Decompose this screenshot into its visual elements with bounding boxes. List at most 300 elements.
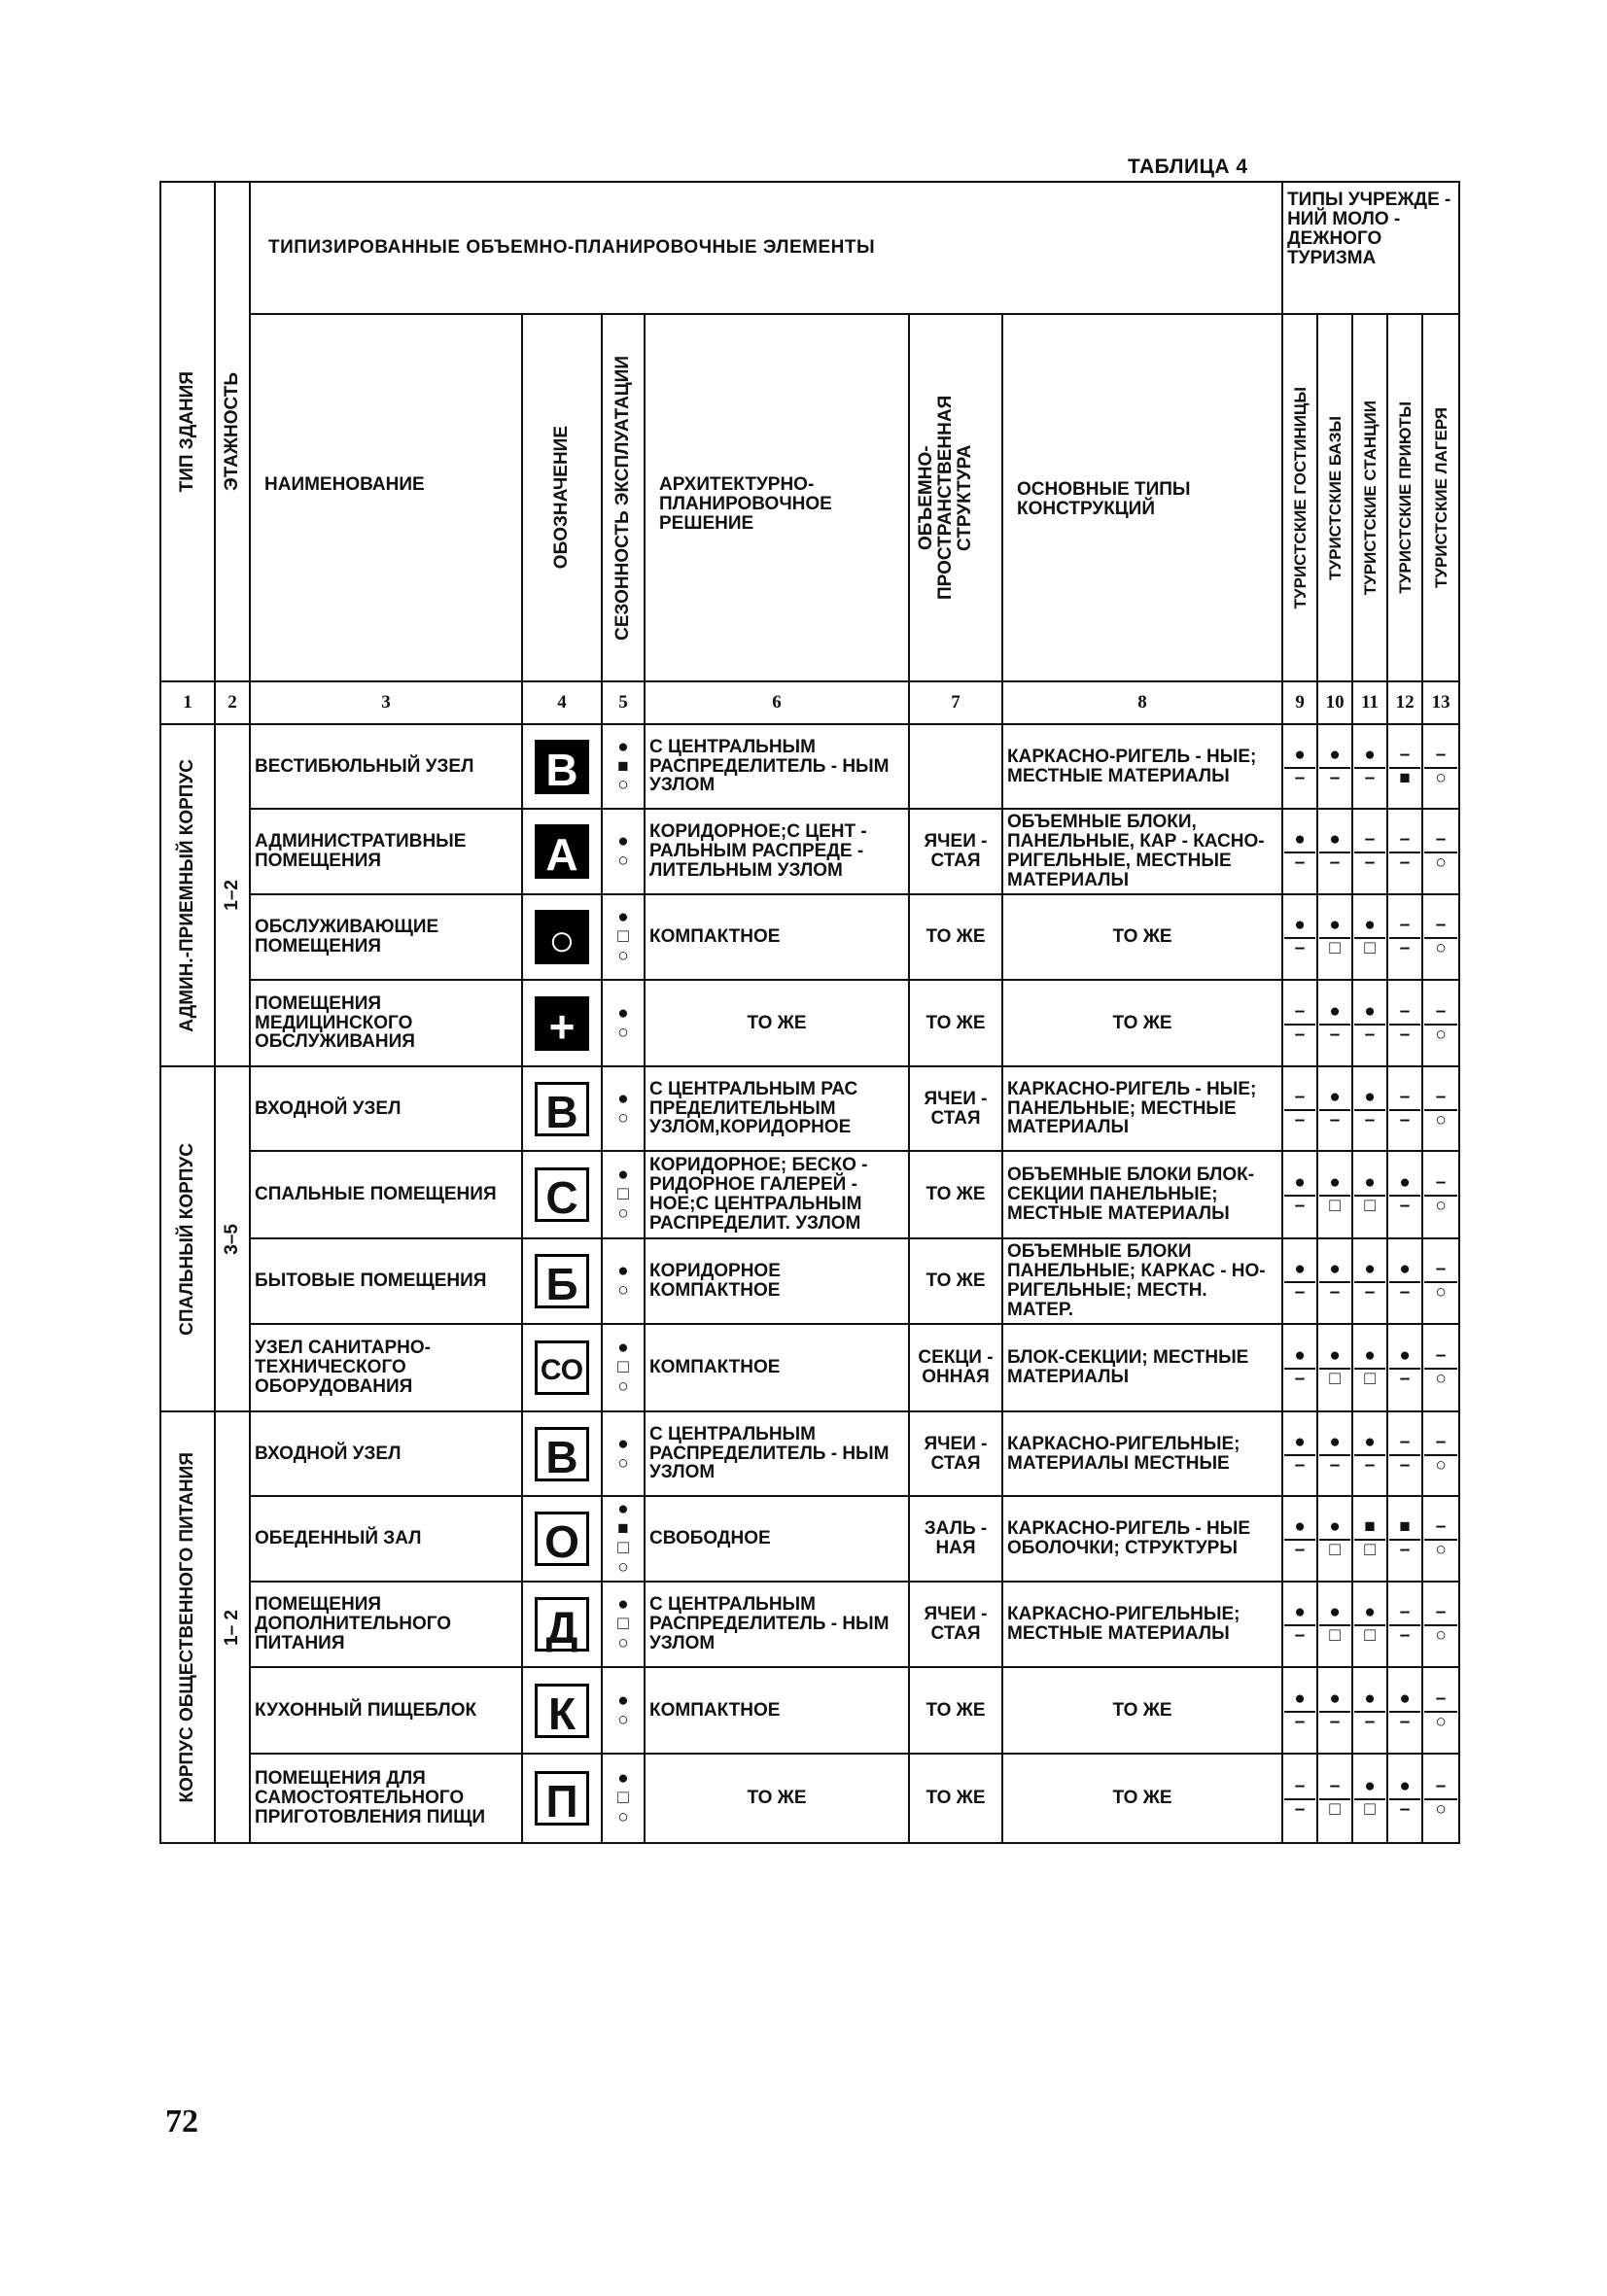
type-mark-cell [1387,809,1422,894]
season-mark: ● [617,1165,629,1186]
construction-types: ТО ЖЕ [1002,1667,1282,1754]
header-type-hotels: ТУРИСТСКИЕ ГОСТИНИЦЫ [1282,314,1317,681]
type-mark-cell [1352,1754,1387,1843]
type-mark-cell [1282,1066,1317,1151]
type-mark-bottom: – [1329,852,1341,873]
element-name: ПОМЕЩЕНИЯ МЕДИЦИНСКОГО ОБСЛУЖИВАНИЯ [250,980,522,1066]
type-mark-bottom: – [1294,852,1306,873]
type-mark-top: – [1424,1603,1457,1626]
header-building-type: ТИП ЗДАНИЯ [160,182,215,681]
construction-types: ТО ЖЕ [1002,980,1282,1066]
header-type-shelters: ТУРИСТСКИЕ ПРИЮТЫ [1387,314,1422,681]
season-mark: ● [617,1768,629,1790]
season-cell [602,1066,645,1151]
building-type-label: КОРПУС ОБЩЕСТВЕННОГО ПИТАНИЯ [177,1451,198,1803]
header-row-columns [160,314,1459,681]
type-mark-cell [1387,894,1422,980]
type-mark-cell [1352,1411,1387,1496]
type-mark-top: ● [1389,1777,1420,1800]
floors-cell [215,724,250,1066]
building-type-cell [160,724,215,1066]
type-mark-cell [1282,1496,1317,1582]
type-mark-top: ● [1319,1603,1350,1626]
type-mark-cell [1352,1066,1387,1151]
table-row [160,1151,1459,1238]
building-type-cell [160,1411,215,1843]
season-cell [602,894,645,980]
type-mark-bottom: ○ [1435,852,1447,873]
season-mark: ● [617,1499,629,1520]
type-mark-cell [1352,980,1387,1066]
table-row [160,894,1459,980]
type-mark-bottom: – [1399,1109,1411,1131]
season-mark: ● [617,831,629,852]
type-mark-bottom: – [1329,1282,1341,1303]
column-numbers-row [160,681,1459,724]
type-mark-bottom: – [1364,767,1376,788]
arch-solution: КОМПАКТНОЕ [645,894,909,980]
type-mark-bottom: ○ [1435,1799,1447,1820]
type-mark-bottom: – [1399,938,1411,958]
spatial-structure: ТО ЖЕ [909,1667,1002,1754]
type-mark-cell [1387,1151,1422,1238]
element-name: ВХОДНОЙ УЗЕЛ [250,1411,522,1496]
type-mark-cell [1317,1151,1352,1238]
spatial-structure: ЯЧЕИ - СТАЯ [909,1066,1002,1151]
admin-symbol-icon: А [535,824,589,879]
type-mark-top: ● [1319,1173,1350,1197]
arch-solution: КОРИДОРНОЕ КОМПАКТНОЕ [645,1238,909,1324]
spatial-structure: ТО ЖЕ [909,1754,1002,1843]
type-mark-top: – [1424,746,1457,769]
season-mark: ● [617,1088,629,1109]
element-name: ВЕСТИБЮЛЬНЫЙ УЗЕЛ [250,724,522,809]
extra-food-symbol-icon: Д [535,1597,589,1652]
type-mark-top: ● [1354,1260,1385,1283]
season-mark: ○ [617,1107,629,1129]
type-mark-bottom: – [1399,852,1411,873]
season-cell [602,1582,645,1667]
arch-solution: КОРИДОРНОЕ; БЕСКО - РИДОРНОЕ ГАЛЕРЕЙ - НОЕ;С ЦЕНТРАЛЬНЫМ РАСПРЕДЕЛИТ. УЗЛОМ [645,1151,909,1238]
kitchen-symbol-icon: К [535,1684,589,1738]
type-mark-bottom: ■ [1399,767,1411,788]
table-row [160,724,1459,809]
arch-solution: С ЦЕНТРАЛЬНЫМ РАСПРЕДЕЛИТЕЛЬ - НЫМ УЗЛОМ [645,1411,909,1496]
type-mark-cell [1317,1667,1352,1754]
type-mark-top: ● [1319,1088,1350,1111]
type-mark-bottom: – [1294,1711,1306,1732]
header-arch: АРХИТЕКТУРНО-ПЛАНИРОВОЧНОЕ РЕШЕНИЕ [645,314,909,681]
type-mark-cell [1387,1496,1422,1582]
element-name: БЫТОВЫЕ ПОМЕЩЕНИЯ [250,1238,522,1324]
type-mark-top: ● [1354,746,1385,769]
type-mark-top: ● [1319,1517,1350,1541]
type-mark-cell [1422,1411,1459,1496]
type-mark-top: – [1389,1433,1420,1456]
type-mark-cell [1282,1324,1317,1411]
construction-types: КАРКАСНО-РИГЕЛЬНЫЕ; МЕСТНЫЕ МАТЕРИАЛЫ [1002,1582,1282,1667]
spatial-structure: СЕКЦИ - ОННАЯ [909,1324,1002,1411]
construction-types: БЛОК-СЕКЦИИ; МЕСТНЫЕ МАТЕРИАЛЫ [1002,1324,1282,1411]
type-mark-cell [1422,1754,1459,1843]
season-mark: □ [617,1614,629,1635]
season-mark: ○ [617,1556,629,1578]
type-mark-bottom: ○ [1435,1109,1447,1131]
element-name: КУХОННЫЙ ПИЩЕБЛОК [250,1667,522,1754]
type-mark-cell [1282,1151,1317,1238]
type-mark-bottom: – [1364,1711,1376,1732]
type-mark-bottom: – [1294,1282,1306,1303]
season-mark: □ [617,1788,629,1809]
season-mark: □ [617,926,629,948]
season-mark: ● [617,1261,629,1282]
type-mark-cell [1422,1496,1459,1582]
construction-types: ТО ЖЕ [1002,1754,1282,1843]
type-mark-top: – [1424,1777,1457,1800]
type-mark-top: – [1354,830,1385,853]
table-row [160,1411,1459,1496]
type-mark-top: ● [1354,1777,1385,1800]
arch-solution: С ЦЕНТРАЛЬНЫМ РАСПРЕДЕЛИТЕЛЬ - НЫМ УЗЛОМ [645,724,909,809]
type-mark-top: ● [1284,1173,1315,1197]
service-symbol-icon: ○ [535,910,589,964]
header-row-top [160,182,1459,314]
floors-label: 1– 2 [222,1609,243,1646]
type-mark-top: ● [1319,1433,1350,1456]
type-mark-bottom: – [1364,1282,1376,1303]
symbol-cell [522,894,602,980]
construction-types: КАРКАСНО-РИГЕЛЬ - НЫЕ; ПАНЕЛЬНЫЕ; МЕСТНЫЕ МАТЕРИАЛЫ [1002,1066,1282,1151]
type-mark-cell [1317,1066,1352,1151]
type-mark-top: – [1284,1002,1315,1026]
element-name: ВХОДНОЙ УЗЕЛ [250,1066,522,1151]
type-mark-cell [1387,1066,1422,1151]
type-mark-cell [1352,809,1387,894]
type-mark-cell [1317,1496,1352,1582]
arch-solution: ТО ЖЕ [645,1754,909,1843]
type-mark-cell [1352,724,1387,809]
type-mark-top: – [1424,1173,1457,1197]
type-mark-cell [1352,1238,1387,1324]
season-mark: ○ [617,851,629,871]
season-mark: ● [617,1002,629,1024]
type-mark-top: ● [1319,1260,1350,1283]
type-mark-cell [1352,1582,1387,1667]
type-mark-bottom: ○ [1435,1196,1447,1216]
type-mark-bottom: □ [1329,1799,1341,1820]
season-cell [602,1496,645,1582]
season-cell [602,1324,645,1411]
table-row [160,980,1459,1066]
season-mark: ■ [617,755,629,777]
element-name: СПАЛЬНЫЕ ПОМЕЩЕНИЯ [250,1151,522,1238]
construction-types: КАРКАСНО-РИГЕЛЬ - НЫЕ; МЕСТНЫЕ МАТЕРИАЛЫ [1002,724,1282,809]
table-caption: ТАБЛИЦА 4 [1128,156,1248,178]
type-mark-top: – [1424,1433,1457,1456]
season-mark: ● [617,1433,629,1454]
symbol-cell [522,809,602,894]
column-number: 3 [250,681,522,724]
type-mark-top: ● [1284,1517,1315,1541]
type-mark-bottom: – [1294,938,1306,958]
type-mark-top: ● [1319,1002,1350,1026]
type-mark-cell [1317,1754,1352,1843]
column-number: 8 [1002,681,1282,724]
building-type-label: АДМИН.-ПРИЕМНЫЙ КОРПУС [177,758,198,1032]
type-mark-cell [1282,1582,1317,1667]
element-name: ПОМЕЩЕНИЯ ДОПОЛНИТЕЛЬНОГО ПИТАНИЯ [250,1582,522,1667]
self-cooking-symbol-icon: П [535,1771,589,1826]
symbol-cell [522,724,602,809]
type-mark-bottom: – [1329,1024,1341,1045]
header-type-stations: ТУРИСТСКИЕ СТАНЦИИ [1352,314,1387,681]
floors-label: 3–5 [222,1223,243,1255]
type-mark-bottom: ○ [1435,1282,1447,1303]
type-mark-top: ● [1284,1346,1315,1370]
type-mark-bottom: □ [1364,1369,1376,1389]
type-mark-cell [1387,1238,1422,1324]
type-mark-top: ● [1354,1002,1385,1026]
type-mark-cell [1387,1411,1422,1496]
season-mark: ● [617,736,629,757]
type-mark-top: – [1424,1088,1457,1111]
type-mark-top: ● [1389,1689,1420,1713]
type-mark-bottom: ○ [1435,1369,1447,1389]
season-cell [602,980,645,1066]
season-cell [602,724,645,809]
type-mark-cell [1387,1667,1422,1754]
type-mark-bottom: – [1364,852,1376,873]
construction-types: КАРКАСНО-РИГЕЛЬНЫЕ; МАТЕРИАЛЫ МЕСТНЫЕ [1002,1411,1282,1496]
season-mark: ● [617,907,629,928]
type-mark-top: ● [1284,830,1315,853]
type-mark-cell [1282,809,1317,894]
type-mark-cell [1282,1238,1317,1324]
type-mark-cell [1387,1324,1422,1411]
type-mark-top: – [1389,746,1420,769]
type-mark-bottom: – [1294,1109,1306,1131]
type-mark-cell [1422,1582,1459,1667]
header-type-camps: ТУРИСТСКИЕ ЛАГЕРЯ [1422,314,1459,681]
type-mark-bottom: – [1399,1282,1411,1303]
vestibule-symbol-icon: В [535,740,589,794]
type-mark-top: – [1424,830,1457,853]
building-type-cell [160,1066,215,1411]
element-name: ОБСЛУЖИВАЮЩИЕ ПОМЕЩЕНИЯ [250,894,522,980]
column-number: 4 [522,681,602,724]
spatial-structure [909,724,1002,809]
season-cell [602,1151,645,1238]
type-mark-top: ● [1354,1346,1385,1370]
type-mark-top: ● [1354,1173,1385,1197]
season-mark: ■ [617,1518,629,1540]
type-mark-cell [1352,1151,1387,1238]
type-mark-top: – [1424,1689,1457,1713]
type-mark-cell [1352,1496,1387,1582]
floors-cell [215,1411,250,1843]
type-mark-bottom: – [1399,1711,1411,1732]
column-number: 2 [215,681,250,724]
spatial-structure: ЗАЛЬ - НАЯ [909,1496,1002,1582]
type-mark-top: – [1389,1002,1420,1026]
symbol-cell [522,1151,602,1238]
type-mark-cell [1352,894,1387,980]
type-mark-cell [1317,724,1352,809]
type-mark-cell [1317,980,1352,1066]
type-mark-bottom: – [1364,1454,1376,1476]
type-mark-top: ● [1354,916,1385,939]
arch-solution: КОМПАКТНОЕ [645,1324,909,1411]
type-mark-cell [1387,1754,1422,1843]
type-mark-cell [1422,980,1459,1066]
type-mark-top: – [1389,830,1420,853]
type-mark-bottom: □ [1364,1625,1376,1646]
season-mark: ○ [617,775,629,796]
type-mark-bottom: – [1294,1196,1306,1216]
season-cell [602,1754,645,1843]
type-mark-top: – [1319,1777,1350,1800]
entrance-dining-symbol-icon: В [535,1427,589,1481]
type-mark-bottom: □ [1329,1625,1341,1646]
spatial-structure: ЯЧЕИ - СТАЯ [909,1582,1002,1667]
type-mark-cell [1317,1411,1352,1496]
header-name: НАИМЕНОВАНИЕ [250,314,522,681]
type-mark-top: ● [1319,746,1350,769]
floors-cell [215,1066,250,1411]
type-mark-bottom: – [1364,1024,1376,1045]
type-mark-bottom: □ [1364,1540,1376,1560]
type-mark-cell [1282,724,1317,809]
type-mark-bottom: – [1399,1369,1411,1389]
type-mark-top: ● [1389,1260,1420,1283]
arch-solution: ТО ЖЕ [645,980,909,1066]
type-mark-top: ● [1284,1689,1315,1713]
type-mark-top: ● [1354,1433,1385,1456]
header-type-bases: ТУРИСТСКИЕ БАЗЫ [1317,314,1352,681]
type-mark-cell [1352,1324,1387,1411]
type-mark-top: – [1284,1088,1315,1111]
season-mark: ○ [617,1452,629,1474]
type-mark-top: ● [1389,1173,1420,1197]
building-type-label: СПАЛЬНЫЙ КОРПУС [177,1142,198,1336]
spatial-structure: ТО ЖЕ [909,980,1002,1066]
type-mark-cell [1282,1754,1317,1843]
type-mark-bottom: – [1364,1109,1376,1131]
table-row [160,1324,1459,1411]
arch-solution: СВОБОДНОЕ [645,1496,909,1582]
symbol-cell [522,1324,602,1411]
season-cell [602,1667,645,1754]
type-mark-bottom: □ [1364,1196,1376,1216]
page-number: 72 [165,2104,198,2139]
type-mark-cell [1422,1066,1459,1151]
construction-types: ТО ЖЕ [1002,894,1282,980]
type-mark-bottom: – [1329,767,1341,788]
type-mark-bottom: – [1294,767,1306,788]
type-mark-top: ■ [1389,1517,1420,1541]
type-mark-bottom: – [1329,1454,1341,1476]
type-mark-bottom: □ [1329,1196,1341,1216]
season-cell [602,1238,645,1324]
household-symbol-icon: Б [535,1254,589,1308]
type-mark-top: ● [1284,746,1315,769]
type-mark-bottom: □ [1329,938,1341,958]
type-mark-bottom: – [1294,1799,1306,1820]
table-row [160,1066,1459,1151]
type-mark-cell [1422,1667,1459,1754]
type-mark-top: ● [1354,1689,1385,1713]
column-number: 1 [160,681,215,724]
type-mark-cell [1387,1582,1422,1667]
type-mark-bottom: – [1399,1540,1411,1560]
spatial-structure: ТО ЖЕ [909,1151,1002,1238]
table-row [160,1582,1459,1667]
header-group-title: ТИПИЗИРОВАННЫЕ ОБЪЕМНО-ПЛАНИРОВОЧНЫЕ ЭЛЕМЕНТЫ [250,182,1282,314]
type-mark-top: ● [1284,1260,1315,1283]
spatial-structure: ЯЧЕИ - СТАЯ [909,809,1002,894]
type-mark-top: ● [1284,1603,1315,1626]
type-mark-top: – [1424,916,1457,939]
type-mark-cell [1317,1324,1352,1411]
table-row [160,1496,1459,1582]
season-cell [602,1411,645,1496]
type-mark-cell [1317,894,1352,980]
type-mark-bottom: ○ [1435,1711,1447,1732]
table-row [160,809,1459,894]
construction-types: ОБЪЕМНЫЕ БЛОКИ, ПАНЕЛЬНЫЕ, КАР - КАСНО-РИГЕЛЬНЫЕ, МЕСТНЫЕ МАТЕРИАЛЫ [1002,809,1282,894]
symbol-cell [522,1754,602,1843]
symbol-cell [522,1066,602,1151]
header-types-group: ТИПЫ УЧРЕЖДЕ - НИЙ МОЛО - ДЕЖНОГО ТУРИЗМА [1282,182,1459,314]
arch-solution: С ЦЕНТРАЛЬНЫМ РАС ПРЕДЕЛИТЕЛЬНЫМ УЗЛОМ,КОРИДОРНОЕ [645,1066,909,1151]
type-mark-cell [1282,1411,1317,1496]
construction-types: КАРКАСНО-РИГЕЛЬ - НЫЕ ОБОЛОЧКИ; СТРУКТУРЫ [1002,1496,1282,1582]
type-mark-bottom: – [1294,1540,1306,1560]
type-mark-bottom: ○ [1435,1625,1447,1646]
header-construction: ОСНОВНЫЕ ТИПЫ КОНСТРУКЦИЙ [1002,314,1282,681]
type-mark-bottom: – [1399,1799,1411,1820]
type-mark-bottom: ○ [1435,767,1447,788]
type-mark-cell [1422,724,1459,809]
type-mark-top: ● [1319,916,1350,939]
type-mark-cell [1282,980,1317,1066]
type-mark-top: ● [1284,916,1315,939]
type-mark-bottom: □ [1364,1799,1376,1820]
season-mark: ○ [617,1022,629,1043]
type-mark-cell [1422,1151,1459,1238]
sleeping-symbol-icon: С [535,1167,589,1222]
column-number: 7 [909,681,1002,724]
symbol-cell [522,1582,602,1667]
floors-label: 1–2 [222,880,243,911]
type-mark-top: ● [1354,1088,1385,1111]
type-mark-top: – [1389,916,1420,939]
season-mark: ○ [617,1806,629,1827]
header-spatial: ОБЪЕМНО-ПРОСТРАНСТВЕННАЯ СТРУКТУРА [909,314,1002,681]
element-name: ПОМЕЩЕНИЯ ДЛЯ САМОСТОЯТЕЛЬНОГО ПРИГОТОВЛЕНИЯ ПИЩИ [250,1754,522,1843]
table-row [160,1754,1459,1843]
column-number: 10 [1317,681,1352,724]
arch-solution: КОМПАКТНОЕ [645,1667,909,1754]
typology-table [159,181,1460,1844]
type-mark-cell [1422,809,1459,894]
season-mark: ● [617,1689,629,1711]
season-mark: ○ [617,1202,629,1224]
type-mark-bottom: – [1399,1454,1411,1476]
entrance-symbol-icon: В [535,1082,589,1136]
type-mark-cell [1387,724,1422,809]
element-name: ОБЕДЕННЫЙ ЗАЛ [250,1496,522,1582]
